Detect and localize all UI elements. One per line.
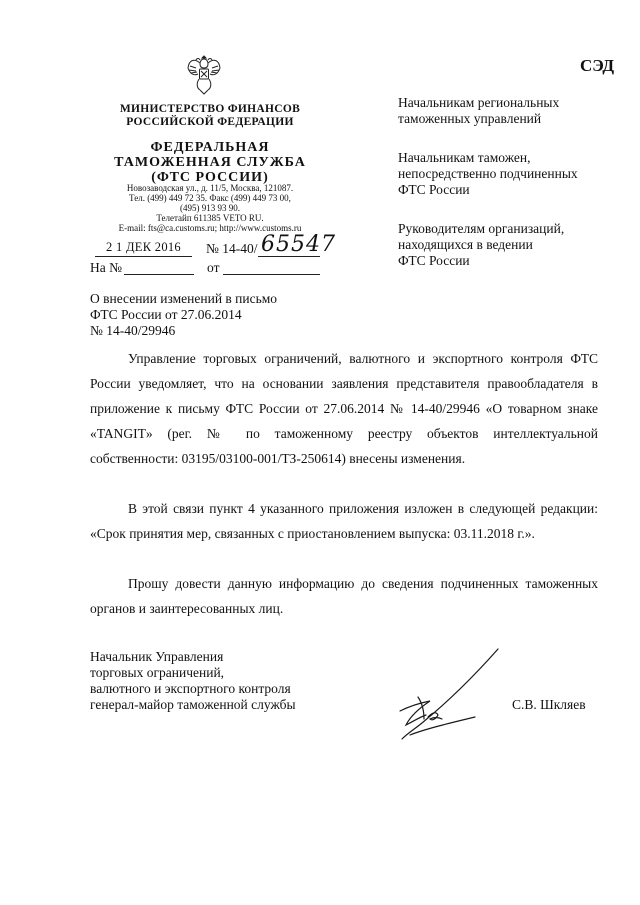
- reference-date-label: от: [207, 260, 220, 275]
- registration-date: 2 1 ДЕК 2016: [106, 240, 181, 254]
- recipient-line: Руководителям организаций,: [398, 221, 565, 236]
- subject-line: О внесении изменений в письмо: [90, 291, 278, 306]
- position-line: генерал-майор таможенной службы: [90, 697, 296, 712]
- date-underline: [95, 256, 192, 257]
- service-line: (ФТС РОССИИ): [151, 170, 269, 185]
- body-paragraph: Управление торговых ограничений, валютного и экспортного контроля ФТС России уведомляет, что на основании заявления представителя правообладателя в приложение к письму ФТС России от 27.06.2014 № 14-40/29946 «О товарном знаке «TANGIT» (рег. № по таможенному реестру объектов интеллектуальной собственности: 03195/03100-001/ТЗ-250614) внесены изменения.: [90, 351, 598, 466]
- signer-name: С.В. Шкляев: [512, 697, 586, 712]
- position-line: торговых ограничений,: [90, 665, 225, 680]
- ministry-line: РОССИЙСКОЙ ФЕДЕРАЦИИ: [126, 116, 294, 128]
- recipient-line: таможенных управлений: [398, 111, 542, 126]
- recipient-line: Начальникам таможен,: [398, 150, 531, 165]
- address-block: [100, 183, 320, 233]
- reference-number-underline: [124, 274, 194, 275]
- signer-position: [90, 649, 350, 713]
- service-name: [100, 140, 320, 185]
- registration-number-label: № 14-40/: [206, 241, 258, 256]
- reference-number-label: На №: [90, 260, 122, 275]
- address-line: Новозаводская ул., д. 11/5, Москва, 121087.: [126, 183, 294, 193]
- body-paragraph: В этой связи пункт 4 указанного приложения изложен в следующей редакции: «Срок принятия мер, связанных с приостановлением выпуска: 03.11.2018 г.».: [90, 501, 598, 541]
- sed-stamp: СЭД: [580, 56, 615, 75]
- recipient-line: непосредственно подчиненных: [398, 166, 578, 181]
- reference-date-underline: [223, 274, 320, 275]
- recipient-line: ФТС России: [398, 253, 470, 268]
- service-line: ФЕДЕРАЛЬНАЯ: [150, 140, 270, 155]
- letter-subject: [90, 291, 350, 339]
- address-line: (495) 913 93 90.: [180, 203, 240, 213]
- recipient-block: [398, 95, 618, 127]
- position-line: валютного и экспортного контроля: [90, 681, 291, 696]
- registration-number-handwritten: 65547: [261, 232, 336, 257]
- subject-line: № 14-40/29946: [90, 323, 176, 338]
- address-line: Телетайп 611385 VETO RU.: [156, 213, 264, 223]
- handwritten-signature: [380, 645, 520, 745]
- position-line: Начальник Управления: [90, 649, 224, 664]
- recipient-line: Начальникам региональных: [398, 95, 560, 110]
- address-line: E-mail: fts@ca.customs.ru; http://www.customs.ru: [118, 223, 302, 233]
- subject-line: ФТС России от 27.06.2014: [90, 307, 242, 322]
- service-line: ТАМОЖЕННАЯ СЛУЖБА: [114, 155, 306, 170]
- recipient-block: [398, 150, 618, 198]
- number-underline: [258, 256, 320, 257]
- ministry-line: МИНИСТЕРСТВО ФИНАНСОВ: [119, 103, 301, 115]
- recipient-block: [398, 221, 618, 269]
- recipient-line: находящихся в ведении: [398, 237, 533, 252]
- coat-of-arms-icon: [186, 52, 222, 96]
- recipient-line: ФТС России: [398, 182, 470, 197]
- address-line: Тел. (499) 449 72 35. Факс (499) 449 73 00,: [129, 193, 291, 203]
- ministry-name: [100, 103, 320, 129]
- body-paragraph: Прошу довести данную информацию до сведения подчиненных таможенных органов и заинтересованных лиц.: [90, 576, 598, 616]
